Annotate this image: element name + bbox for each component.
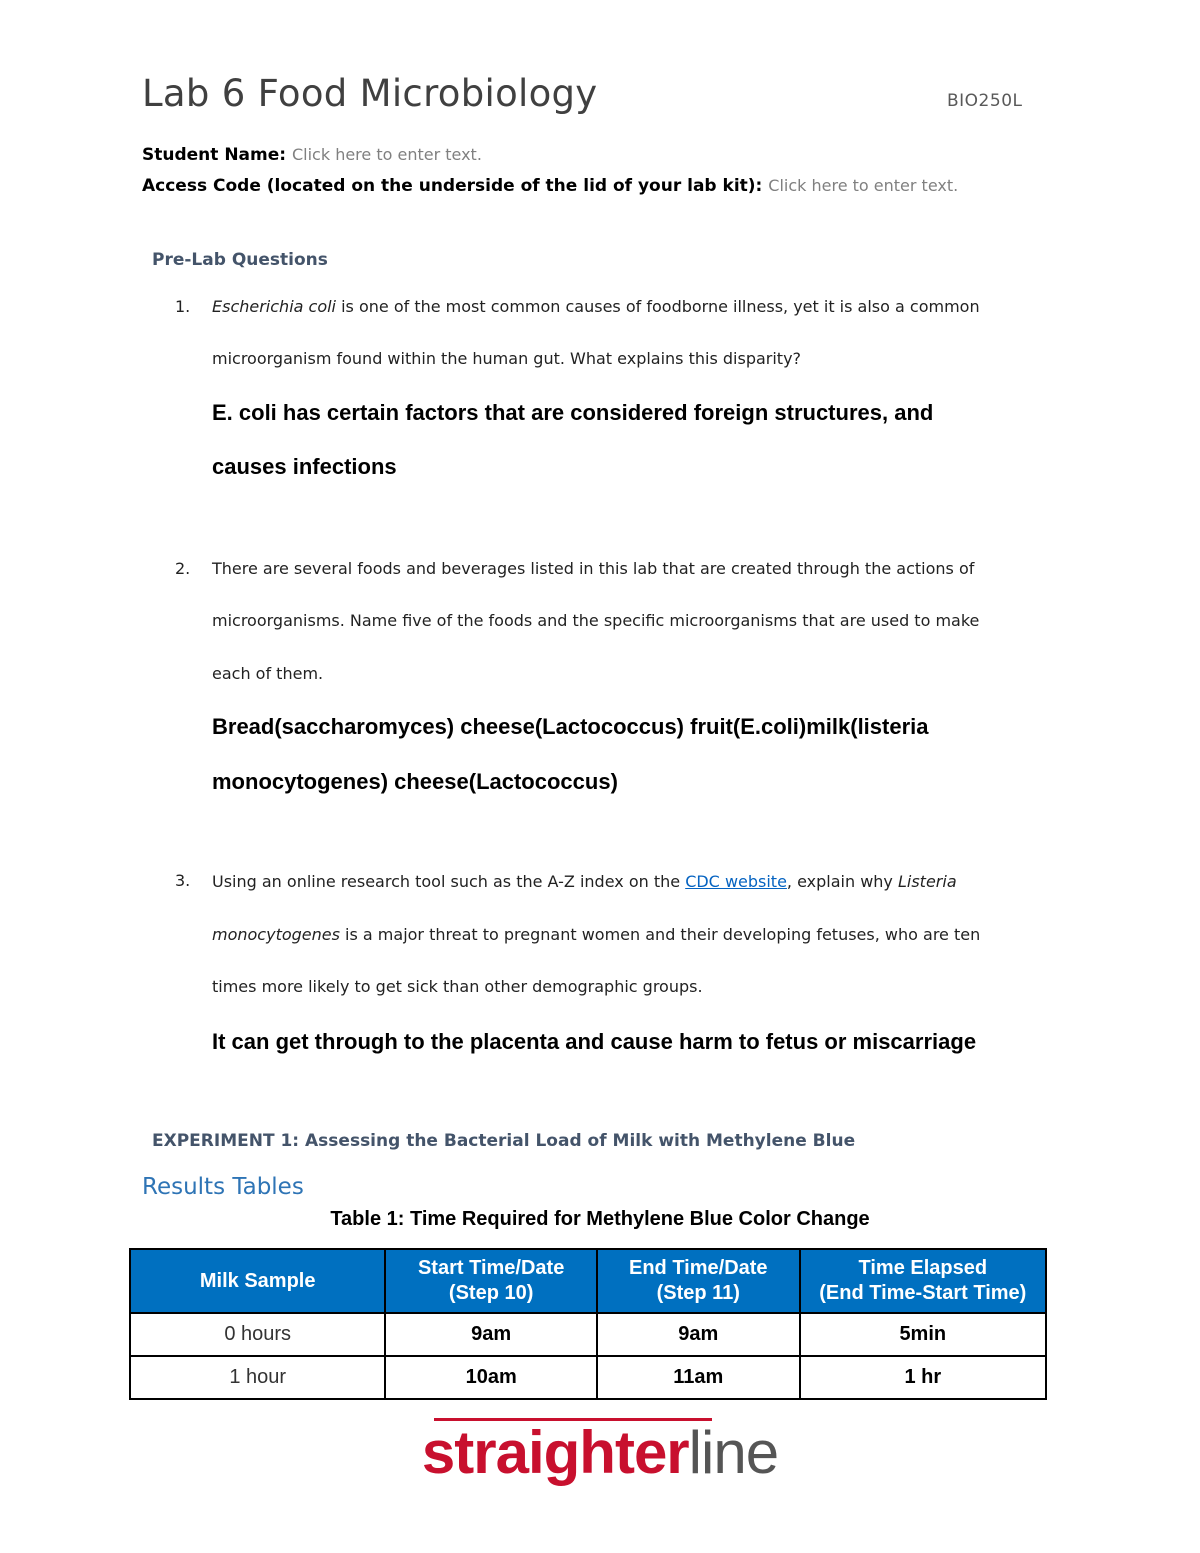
student-name-label: Student Name:: [142, 145, 287, 165]
q2-number: 2.: [175, 559, 191, 578]
q1-number: 1.: [175, 297, 191, 316]
student-name-input[interactable]: Click here to enter text.: [291, 145, 482, 164]
q3-line-3: times more likely to get sick than other demographic groups.: [212, 977, 703, 996]
logo-text-straighter: straighter: [421, 1419, 689, 1486]
q1-line-1: [212, 297, 980, 316]
q2-line-2: microorganisms. Name five of the foods and the specific microorganisms that are used to make: [212, 611, 980, 630]
student-name-field: [142, 145, 482, 165]
results-table-1: [129, 1248, 1047, 1400]
cdc-website-link[interactable]: CDC website: [685, 872, 787, 891]
q1-answer-line-1[interactable]: E. coli has certain factors that are considered foreign structures, and: [212, 400, 934, 425]
results-tables-heading: Results Tables: [142, 1174, 304, 1200]
table-cell-end[interactable]: 11am: [597, 1356, 800, 1399]
column-header-line-1: Start Time/Date: [417, 1257, 565, 1279]
q3-line-2-text: is a major threat to pregnant women and their developing fetuses, who are ten: [339, 925, 981, 944]
column-header-line-2: (End Time-Start Time): [819, 1282, 1027, 1304]
q3-line-1-mid: , explain why: [786, 872, 898, 891]
column-header-line-1: Time Elapsed: [858, 1257, 988, 1279]
course-code: BIO250L: [947, 91, 1023, 111]
column-header-line-1: End Time/Date: [628, 1257, 768, 1279]
q3-line-1: [212, 872, 957, 891]
table-row: [130, 1356, 1046, 1399]
q3-answer[interactable]: It can get through to the placenta and cause harm to fetus or miscarriage: [212, 1029, 977, 1054]
column-header: [385, 1249, 597, 1313]
q1-line-1-text: is one of the most common causes of foodborne illness, yet it is also a common: [336, 297, 980, 316]
table-1-caption: Table 1: Time Required for Methylene Blue Color Change: [330, 1208, 870, 1230]
q3-species-part2: monocytogenes: [212, 925, 340, 944]
table-cell-elapsed[interactable]: 5min: [800, 1313, 1046, 1356]
q1-answer-line-2[interactable]: causes infections: [212, 454, 397, 479]
table-row: [130, 1313, 1046, 1356]
straighterline-logo: [0, 1418, 1200, 1487]
table-cell-start[interactable]: 10am: [385, 1356, 597, 1399]
q2-line-3: each of them.: [212, 664, 324, 683]
table-cell-end[interactable]: 9am: [597, 1313, 800, 1356]
access-code-label: Access Code (located on the underside of the lid of your lab kit):: [142, 176, 763, 196]
table-cell-elapsed[interactable]: 1 hr: [800, 1356, 1046, 1399]
prelab-heading: Pre-Lab Questions: [152, 250, 328, 270]
column-header-line-1: Milk Sample: [199, 1269, 316, 1292]
q2-answer-line-2[interactable]: monocytogenes) cheese(Lactococcus): [212, 769, 618, 794]
q1-species: Escherichia coli: [212, 297, 336, 316]
column-header: [800, 1249, 1046, 1313]
q2-answer-line-1[interactable]: Bread(saccharomyces) cheese(Lactococcus) fruit(E.coli)milk(listeria: [212, 714, 929, 739]
column-header-line-2: (Step 11): [656, 1282, 740, 1304]
access-code-input[interactable]: Click here to enter text.: [768, 176, 959, 195]
column-header-line-2: (Step 10): [448, 1282, 534, 1304]
column-header: [597, 1249, 800, 1313]
q3-number: 3.: [175, 871, 191, 890]
access-code-field: [142, 176, 958, 196]
table-header-row: [130, 1249, 1046, 1313]
q3-line-2: [212, 925, 980, 944]
table-cell-start[interactable]: 9am: [385, 1313, 597, 1356]
logo-text-line: line: [688, 1419, 779, 1486]
q3-species-part1: Listeria: [897, 872, 957, 891]
q3-line-1-text: Using an online research tool such as the A-Z index on the: [212, 872, 686, 891]
table-cell-sample: 0 hours: [130, 1313, 385, 1356]
experiment-1-heading: EXPERIMENT 1: Assessing the Bacterial Load of Milk with Methylene Blue: [152, 1131, 856, 1151]
q1-line-2: microorganism found within the human gut. What explains this disparity?: [212, 349, 802, 368]
column-header: [130, 1249, 385, 1313]
document-title: Lab 6 Food Microbiology: [142, 72, 598, 115]
table-cell-sample: 1 hour: [130, 1356, 385, 1399]
q2-line-1: There are several foods and beverages listed in this lab that are created through the actions of: [212, 559, 975, 578]
